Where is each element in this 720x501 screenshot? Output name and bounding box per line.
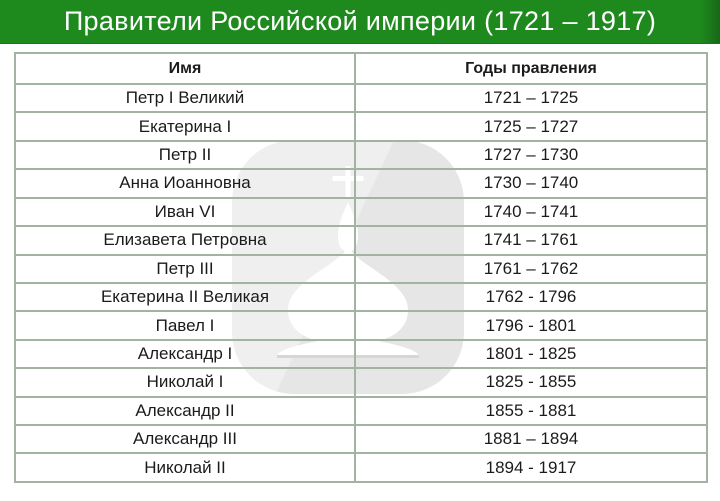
ruler-years-cell: 1801 - 1825 xyxy=(355,340,707,368)
ruler-name-cell: Екатерина II Великая xyxy=(15,283,355,311)
ruler-name-cell: Анна Иоанновна xyxy=(15,169,355,197)
table-row xyxy=(15,84,707,112)
ruler-name-cell: Николай II xyxy=(15,453,355,482)
ruler-name-cell: Петр I Великий xyxy=(15,84,355,112)
table-row xyxy=(15,425,707,453)
rulers-table xyxy=(14,52,708,483)
ruler-name-cell: Петр III xyxy=(15,255,355,283)
header-row xyxy=(15,53,707,84)
table-row xyxy=(15,311,707,339)
ruler-name-cell: Павел I xyxy=(15,311,355,339)
ruler-years-cell: 1740 – 1741 xyxy=(355,198,707,226)
table-row xyxy=(15,112,707,140)
ruler-years-cell: 1881 – 1894 xyxy=(355,425,707,453)
ruler-name-cell: Иван VI xyxy=(15,198,355,226)
ruler-name-cell: Александр III xyxy=(15,425,355,453)
table-row xyxy=(15,198,707,226)
column-header-years: Годы правления xyxy=(355,53,707,84)
table-row xyxy=(15,141,707,169)
ruler-years-cell: 1825 - 1855 xyxy=(355,368,707,396)
ruler-years-cell: 1741 – 1761 xyxy=(355,226,707,254)
ruler-years-cell: 1894 - 1917 xyxy=(355,453,707,482)
ruler-name-cell: Александр I xyxy=(15,340,355,368)
ruler-years-cell: 1727 – 1730 xyxy=(355,141,707,169)
table-row xyxy=(15,368,707,396)
ruler-name-cell: Екатерина I xyxy=(15,112,355,140)
table-row xyxy=(15,226,707,254)
table-row xyxy=(15,397,707,425)
ruler-years-cell: 1721 – 1725 xyxy=(355,84,707,112)
ruler-name-cell: Елизавета Петровна xyxy=(15,226,355,254)
table-row xyxy=(15,283,707,311)
table-body xyxy=(15,84,707,482)
ruler-years-cell: 1761 – 1762 xyxy=(355,255,707,283)
page-title: Правители Российской империи (1721 – 1917) xyxy=(63,6,657,36)
column-header-name: Имя xyxy=(15,53,355,84)
table-row xyxy=(15,169,707,197)
ruler-name-cell: Петр II xyxy=(15,141,355,169)
ruler-years-cell: 1730 – 1740 xyxy=(355,169,707,197)
table-row xyxy=(15,255,707,283)
title-banner xyxy=(0,0,720,44)
ruler-name-cell: Николай I xyxy=(15,368,355,396)
table-row xyxy=(15,453,707,482)
table-row xyxy=(15,340,707,368)
ruler-years-cell: 1725 – 1727 xyxy=(355,112,707,140)
ruler-years-cell: 1796 - 1801 xyxy=(355,311,707,339)
ruler-years-cell: 1855 - 1881 xyxy=(355,397,707,425)
ruler-years-cell: 1762 - 1796 xyxy=(355,283,707,311)
ruler-name-cell: Александр II xyxy=(15,397,355,425)
